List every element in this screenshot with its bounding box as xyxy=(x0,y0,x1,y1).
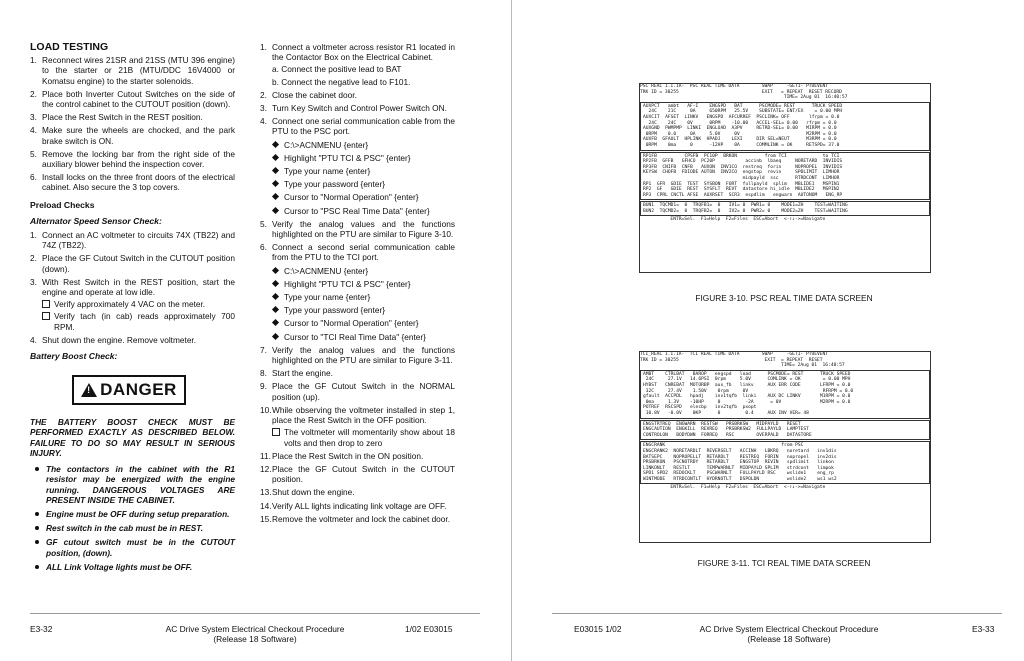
boost-step: 15. Remove the voltmeter and lock the cabinet door. xyxy=(260,513,451,524)
danger-sign xyxy=(72,375,186,405)
load-steps xyxy=(30,55,235,192)
tci-io-block: ENGCRANK from PSC ENGCRANK2 NORETARDLT REVERSELT ACCINH LBKRQ noretard inv1dis BATSEPC NOPROPELLT RETARDLT RESTREQ FORIN nopropel inv2dis PRSBRKON PSCNOTRDY RETARDLT ENGSTOP REVIN spdlimit linkon LINKONLT RESTLT TEMPWARNLT MIDPAYLD SPLIM strdcont limpok SPD1 SPD2 REDOCKLT PSCWARNLT FULLPAYLD RSC wslide1 eng_rp WINTMODE RTRDCONTLT HYDRNOTLT DSPOLDN wslide2 ws1 ws2 xyxy=(640,441,930,484)
boost-step: 6. Connect a second serial communication cable from the PTU to the TCI port. xyxy=(260,242,455,263)
check-item: The voltmeter will momentarily show about 18 volts and then drop to zero xyxy=(272,427,455,447)
right-page xyxy=(512,0,1024,661)
load-step: 1. Reconnect wires 21SR and 21SS (MTU 396 engine) to the starter or 21B (MTU/DDC 16V4000 or Komatsu engine) to the starter solenoids. xyxy=(30,55,235,86)
alt-steps xyxy=(30,230,235,345)
warning-bullet: Engine must be OFF during setup preparation. xyxy=(30,509,235,519)
alt-step: 3. With Rest Switch in the REST position, start the engine and operate at low idle. Verify approximately 4 VAC on the meter. Verify tach (in cab) reads approximately 700 RPM. xyxy=(30,276,235,332)
checkbox-icon xyxy=(272,428,280,436)
footer-title: AC Drive System Electrical Checkout Procedure (Release 18 Software) xyxy=(699,624,879,644)
psc-header: PSC REAL 1.1.1A- PSC REAL TIME DATA SWAP -GET1- PTUEVENT TRK ID = 30255 EXIT = REPEAT RESET RECORD TIME= 2Aug 01 16:40:57 xyxy=(640,84,848,101)
checkbox-icon xyxy=(42,312,50,320)
menu-command: Cursor to "TCI Real Time Data" {enter} xyxy=(272,332,455,342)
menu-command: Highlight "PTU TCI & PSC" {enter} xyxy=(272,279,455,289)
psc-digital-block: RP1FB CPSFB PC10P BRKON from TCI to TCI RP2FB GFFB GFHCO PC20P accinb lbaeq NORETARD INVIDIS RP3FB CNIFB CNFB AUXON INV1CO restreq forin NOPROPEL INVIDIS KEYSW CHOFB FDIODE AUTON INV2CO engstop revin SPDLIMIT LIMHOR midpayld ssc RTRDCONT LIMHOR RP1 GFR GDIE TEST SYSBON FORT fullpayld splim MBLIDE1 MSPIN1 RP2 GF GDIE REST SYSFLT REVT datastore hi_idle MBLIDE2 MSPIN2 RP3 CPRL CNCTL AFSE AUXRSET SCR3 espdlim engwarn AUTONOM ENG_RP xyxy=(640,152,930,201)
warning-text: THE BATTERY BOOST CHECK MUST BE PERFORMED EXACTLY AS DESCRIBED BELOW. FAILURE TO DO SO MAY RESULT IN SERIOUS INJURY. xyxy=(30,417,235,458)
diamond-bullet-icon xyxy=(272,267,279,274)
warning-bullet: ALL Link Voltage lights must be OFF. xyxy=(30,562,235,572)
diamond-bullet-icon xyxy=(272,333,279,340)
alt-step: 4. Shut down the engine. Remove voltmeter. xyxy=(30,334,197,345)
footer-doc-id: 1/02 E03015 xyxy=(405,624,453,634)
footer-rule xyxy=(30,613,480,614)
menu-commands-tci xyxy=(260,266,455,342)
psc-key-help: ENTR=Sel. F1=Help F2=Files ESC=Abort <-↑↓->=Navigate xyxy=(640,217,826,223)
boost-step: 13. Shut down the engine. xyxy=(260,487,355,498)
preload-heading: Preload Checks xyxy=(30,199,95,210)
psc-analog-block: AUXPCT ambt AF-I ENGSPD BAT PSCMODE= REST TRUCK SPEED 24C 21C 0A 650RPM 25.5V SUBSTATE= ENT/EX = 0.00 MPH AUXCIT AFSET LINKV ENGSPD AFCURREF PSCLINK= OFF lfrpm = 0.0 24C 24C 0V 0RPM -10.00 ACCEL-SEL= 0.00 rfrpm = 0.0 AUXGND PWMPMP LINKI ENGLOAD A3PV RETRD-SEL= 0.00 MIRPM = 0.0 0RPM 0.0 0A 5.0V 0V M2RPM = 0.0 AUXFB GFAULT HPLINK HPADJ LEXI DIR SEL=NEUT M3RPM = 0.0 0RPM 0ma 0 -12HP 0A COMMLINK = OK RETSPD= 37.0 xyxy=(640,102,930,151)
menu-command: Type your password {enter} xyxy=(272,305,455,315)
boost-step: 12. Place the GF Cutout Switch in the CUTOUT position. xyxy=(260,463,455,485)
diamond-bullet-icon xyxy=(272,280,279,287)
footer-title: AC Drive System Electrical Checkout Procedure (Release 18 Software) xyxy=(165,624,345,644)
diamond-bullet-icon xyxy=(272,180,279,187)
menu-command: Type your password {enter} xyxy=(272,179,455,189)
load-step: 2. Place both Inverter Cutout Switches on the side of the control cabinet to the CUTOUT position (down). xyxy=(30,88,235,110)
load-step: 6. Install locks on the three front doors of the electrical cabinet. Also secure the 3 top covers. xyxy=(30,172,235,193)
warning-bullet: GF cutout switch must be in the CUTOUT position, (down). xyxy=(30,537,235,557)
warning-bullet: Rest switch in the cab must be in REST. xyxy=(30,523,235,533)
sub-step: a. Connect the positive lead to BAT xyxy=(272,64,402,75)
boost-step: 9. Place the GF Cutout Switch in the NORMAL position (up). xyxy=(260,381,455,402)
sub-step: b. Connect the negative lead to F101. xyxy=(272,76,411,87)
menu-command: Type your name {enter} xyxy=(272,166,455,176)
boost-steps-b xyxy=(260,219,455,263)
checkbox-icon xyxy=(42,300,50,308)
diamond-bullet-icon xyxy=(272,193,279,200)
boost-steps-c xyxy=(260,345,455,524)
left-column-2 xyxy=(260,42,455,527)
warning-bullets xyxy=(30,464,235,572)
alt-step: 2. Place the GF Cutout Switch in the CUTOUT position (down). xyxy=(30,253,235,274)
boost-step: 2. Close the cabinet door. xyxy=(260,89,357,100)
menu-commands-psc xyxy=(260,140,455,216)
diamond-bullet-icon xyxy=(272,306,279,313)
boost-step: 1. Connect a voltmeter across resistor R1 located in the Contactor Box on the Electrical Cabinet. a. Connect the positive lead to BAT b. Connect the negative lead to F101. xyxy=(260,42,455,87)
danger-label: DANGER xyxy=(100,380,177,400)
tci-analog-block: AMBT CTRLBAT BAROP engspd load PSCMODE= REST TRUCK SPEED 24C 27.1V 14.6PSI 0rpm 5.0V COMLINK = OK = 0.00 MPH HYBST CNREBAT MOTORBP aux_fb linkv AUX ERR CODE LFRPM = 0.0 32C 27.4V 1.50V 0rpm 0V RFRPM = 0.0 gfault ACCPDL hpadj inv1tqfb linki AUX DC LINKV M1RPM = 0.0 0ma 1.3V -10HP 0 -2A = 0V M2RPM = 0.0 POTREF RSCSPD elecbp inv2tqfb pxopt 10.8V -0.0V 0KP 0 0.4 AUX INV VER= 48 xyxy=(640,370,930,419)
tci-key-help: ENTR=Sel. F1=Help F2=Files ESC=Abort <-↑↓->=Navigate xyxy=(640,485,826,491)
boost-step: 5. Verify the analog values and the functions highlighted on the PTU are similar to Figure 3-10. xyxy=(260,218,455,240)
footer-rule xyxy=(552,613,1002,614)
load-step: 3. Place the Rest Switch in the REST position. xyxy=(30,112,203,123)
tci-status-block: ENGSTRTREQ ENGWARN RESTSW PRSBRKSW MIDPAYLD RESET ENGCAUTION ENGKILL REVREQ PRSBRKSW2 FULLPAYLD LAMPTEST CONTROLON BODYDWN FORREQ RSC OVERPALD DATASTORE xyxy=(640,420,930,441)
diamond-bullet-icon xyxy=(272,207,279,214)
tci-screen xyxy=(639,351,931,543)
diamond-bullet-icon xyxy=(272,293,279,300)
footer-page-number: E3-32 xyxy=(30,624,53,634)
figure-caption: FIGURE 3-10. PSC REAL TIME DATA SCREEN xyxy=(695,293,873,303)
diamond-bullet-icon xyxy=(272,167,279,174)
boost-step: 4. Connect one serial communication cable from the PTU to the PSC port. xyxy=(260,116,455,137)
psc-torque-block: BUN1 TQCMD1= 0 TRQFB1= 0 IV1= 0 PWR1= 0 MODE1=ZH TEST=WAITING BUN2 TQCMD2= 0 TRQFB2= 0 IV2= 0 PWR2= 0 MODE2=ZH TEST=WAITING xyxy=(640,201,930,216)
menu-command: Cursor to "PSC Real Time Data" {enter} xyxy=(272,206,455,216)
menu-command: Highlight "PTU TCI & PSC" {enter} xyxy=(272,153,455,163)
battery-boost-heading: Battery Boost Check: xyxy=(30,351,118,362)
alt-sensor-heading: Alternator Speed Sensor Check: xyxy=(30,215,162,226)
menu-command: Type your name {enter} xyxy=(272,292,455,302)
left-column-1 xyxy=(30,42,235,576)
warning-triangle-icon xyxy=(81,383,97,397)
diamond-bullet-icon xyxy=(272,154,279,161)
load-step: 4. Make sure the wheels are chocked, and the park brake switch is ON. xyxy=(30,125,235,146)
psc-screen xyxy=(639,83,931,273)
menu-command: C:\>ACNMENU {enter} xyxy=(272,266,455,276)
menu-command: Cursor to "Normal Operation" {enter} xyxy=(272,192,455,202)
boost-steps xyxy=(260,42,455,137)
diamond-bullet-icon xyxy=(272,319,279,326)
menu-command: Cursor to "Normal Operation" {enter} xyxy=(272,318,455,328)
section-title: LOAD TESTING xyxy=(30,41,109,53)
load-step: 5. Remove the locking bar from the right side of the auxiliary blower behind the inspection cover. xyxy=(30,148,235,170)
boost-step: 7. Verify the analog values and the functions highlighted on the PTU are similar to Figure 3-11. xyxy=(260,344,455,366)
boost-step: 14. Verify ALL lights indicating link voltage are OFF. xyxy=(260,500,447,511)
footer-doc-id: E03015 1/02 xyxy=(574,624,622,634)
figure-caption: FIGURE 3-11. TCI REAL TIME DATA SCREEN xyxy=(697,558,871,568)
warning-bullet: The contactors in the cabinet with the R1 resistor may be energized with the engine running. DANGEROUS VOLTAGES ARE PRESENT INSIDE THE CABINET. xyxy=(30,464,235,505)
check-item: Verify approximately 4 VAC on the meter. xyxy=(42,299,235,309)
boost-step: 8. Start the engine. xyxy=(260,368,333,379)
check-item: Verify tach (in cab) reads approximately 700 RPM. xyxy=(42,311,235,331)
footer-page-number: E3-33 xyxy=(972,624,995,634)
alt-step: 1. Connect an AC voltmeter to circuits 74X (TB22) and 74Z (TB22). xyxy=(30,230,235,251)
boost-step: 3. Turn Key Switch and Control Power Switch ON. xyxy=(260,103,447,114)
boost-step: 10. While observing the voltmeter installed in step 1, place the Rest Switch in the OFF position. The voltmeter will momentarily show about 18 volts and then drop to zero xyxy=(260,404,455,448)
boost-step: 11. Place the Rest Switch in the ON position. xyxy=(260,450,424,461)
tci-header: TCI_REAL 1.1.1A- TCI REAL TIME DATA SWAP -GET1- PTUEVENT TRK ID = 30255 EXIT = REPEAT RESET TIME= 2Aug 01 16:40:57 xyxy=(640,352,845,369)
menu-command: C:\>ACNMENU {enter} xyxy=(272,140,455,150)
diamond-bullet-icon xyxy=(272,141,279,148)
